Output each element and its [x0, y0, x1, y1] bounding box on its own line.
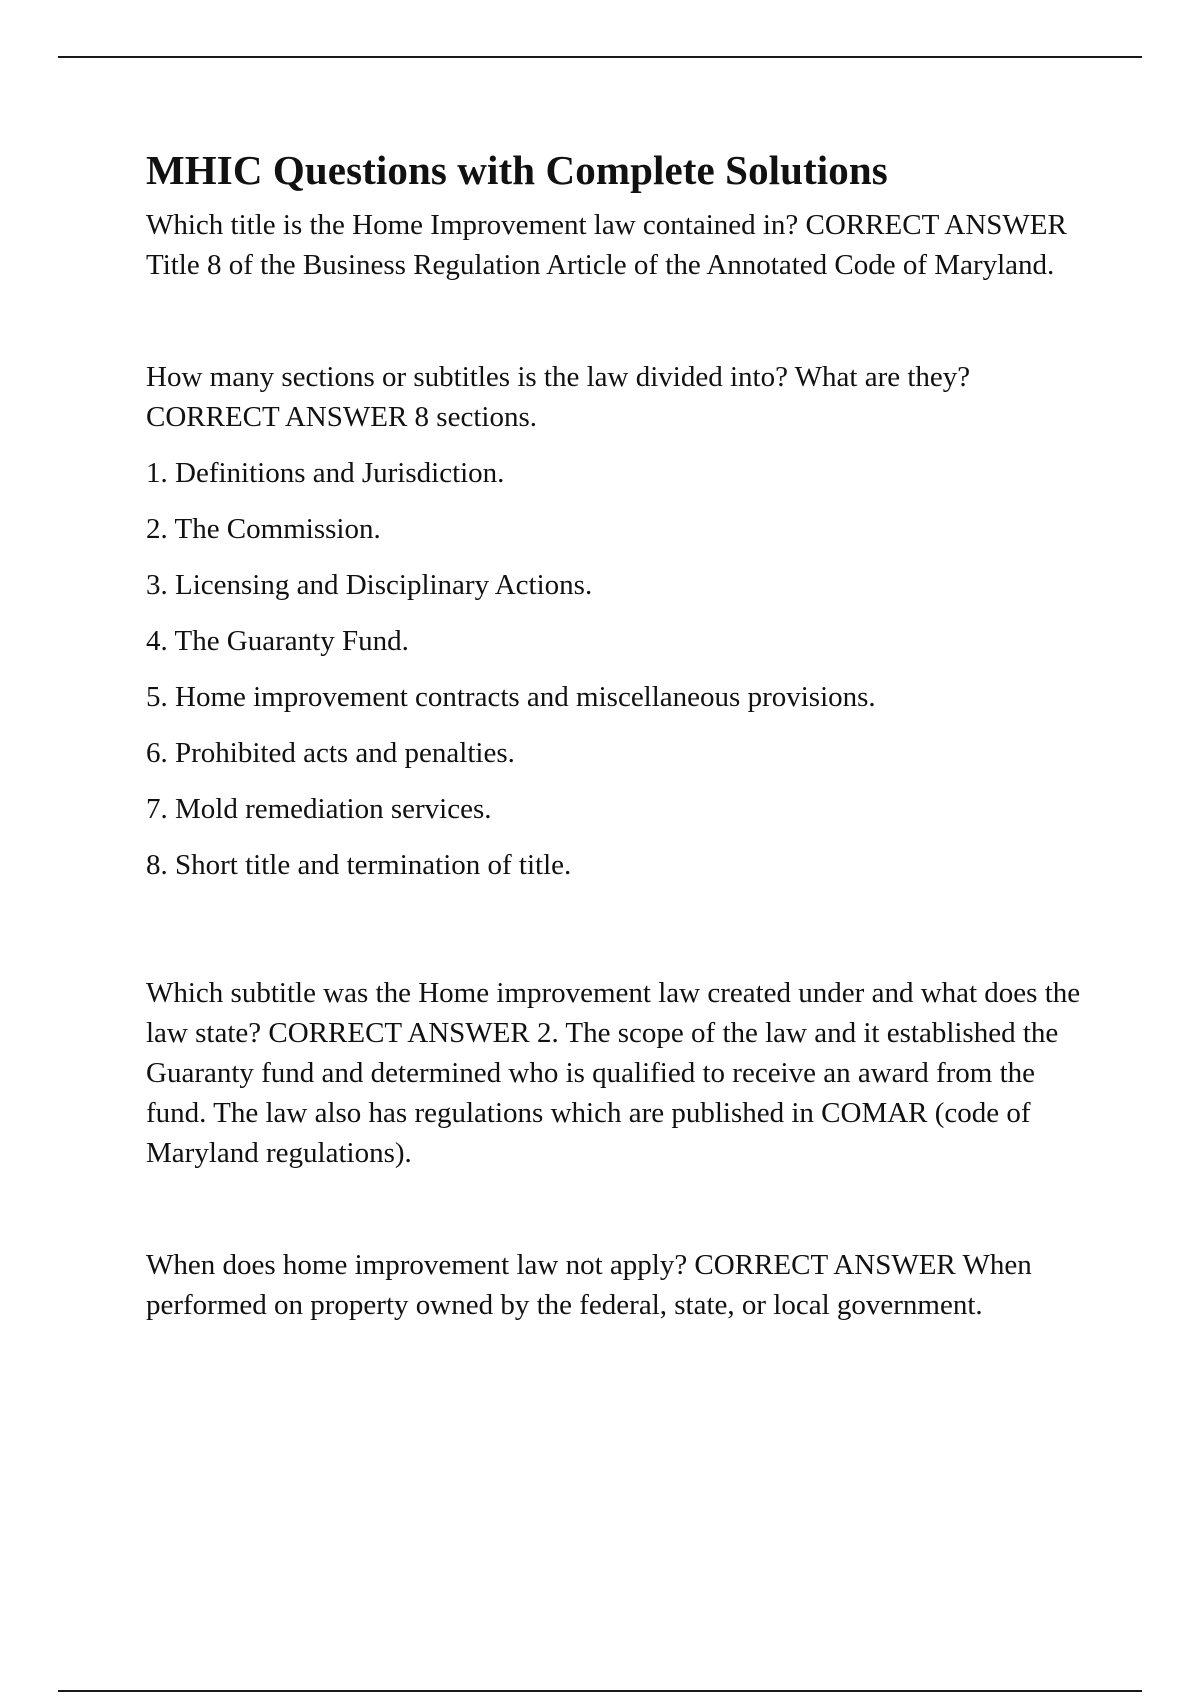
list-item: 4. The Guaranty Fund.: [146, 625, 409, 658]
question-4: When does home improvement law not apply? CORRECT ANSWER When performed on property owned by the federal, state, or local government.: [146, 1249, 1032, 1322]
spacer: [146, 1173, 1086, 1245]
top-rule: [58, 56, 1142, 58]
list-item: 8. Short title and termination of title.: [146, 849, 572, 882]
document-title: MHIC Questions with Complete Solutions: [146, 147, 888, 193]
question-2: How many sections or subtitles is the law divided into? What are they? CORRECT ANSWER 8 sections.: [146, 361, 971, 434]
list-item: 2. The Commission.: [146, 513, 381, 546]
spacer: [146, 285, 1086, 357]
question-3: Which subtitle was the Home improvement law created under and what does the law state? CORRECT ANSWER 2. The scope of the law and it established the Guaranty fund and determined who is qualified to receive an award from the fund. The law also has regulations which are published in COMAR (code of Maryland regulations).: [146, 977, 1081, 1170]
list-item: 1. Definitions and Jurisdiction.: [146, 457, 505, 490]
bottom-rule: [58, 1690, 1142, 1692]
question-1: Which title is the Home Improvement law contained in? CORRECT ANSWER Title 8 of the Business Regulation Article of the Annotated Code of Maryland.: [146, 209, 1067, 282]
list-item: 3. Licensing and Disciplinary Actions.: [146, 569, 593, 602]
document-body: [146, 140, 1086, 1325]
list-item: 5. Home improvement contracts and miscellaneous provisions.: [146, 681, 876, 714]
spacer: [146, 901, 1086, 973]
list-item: 6. Prohibited acts and penalties.: [146, 737, 515, 770]
sections-list: [146, 453, 1086, 885]
list-item: 7. Mold remediation services.: [146, 793, 492, 826]
